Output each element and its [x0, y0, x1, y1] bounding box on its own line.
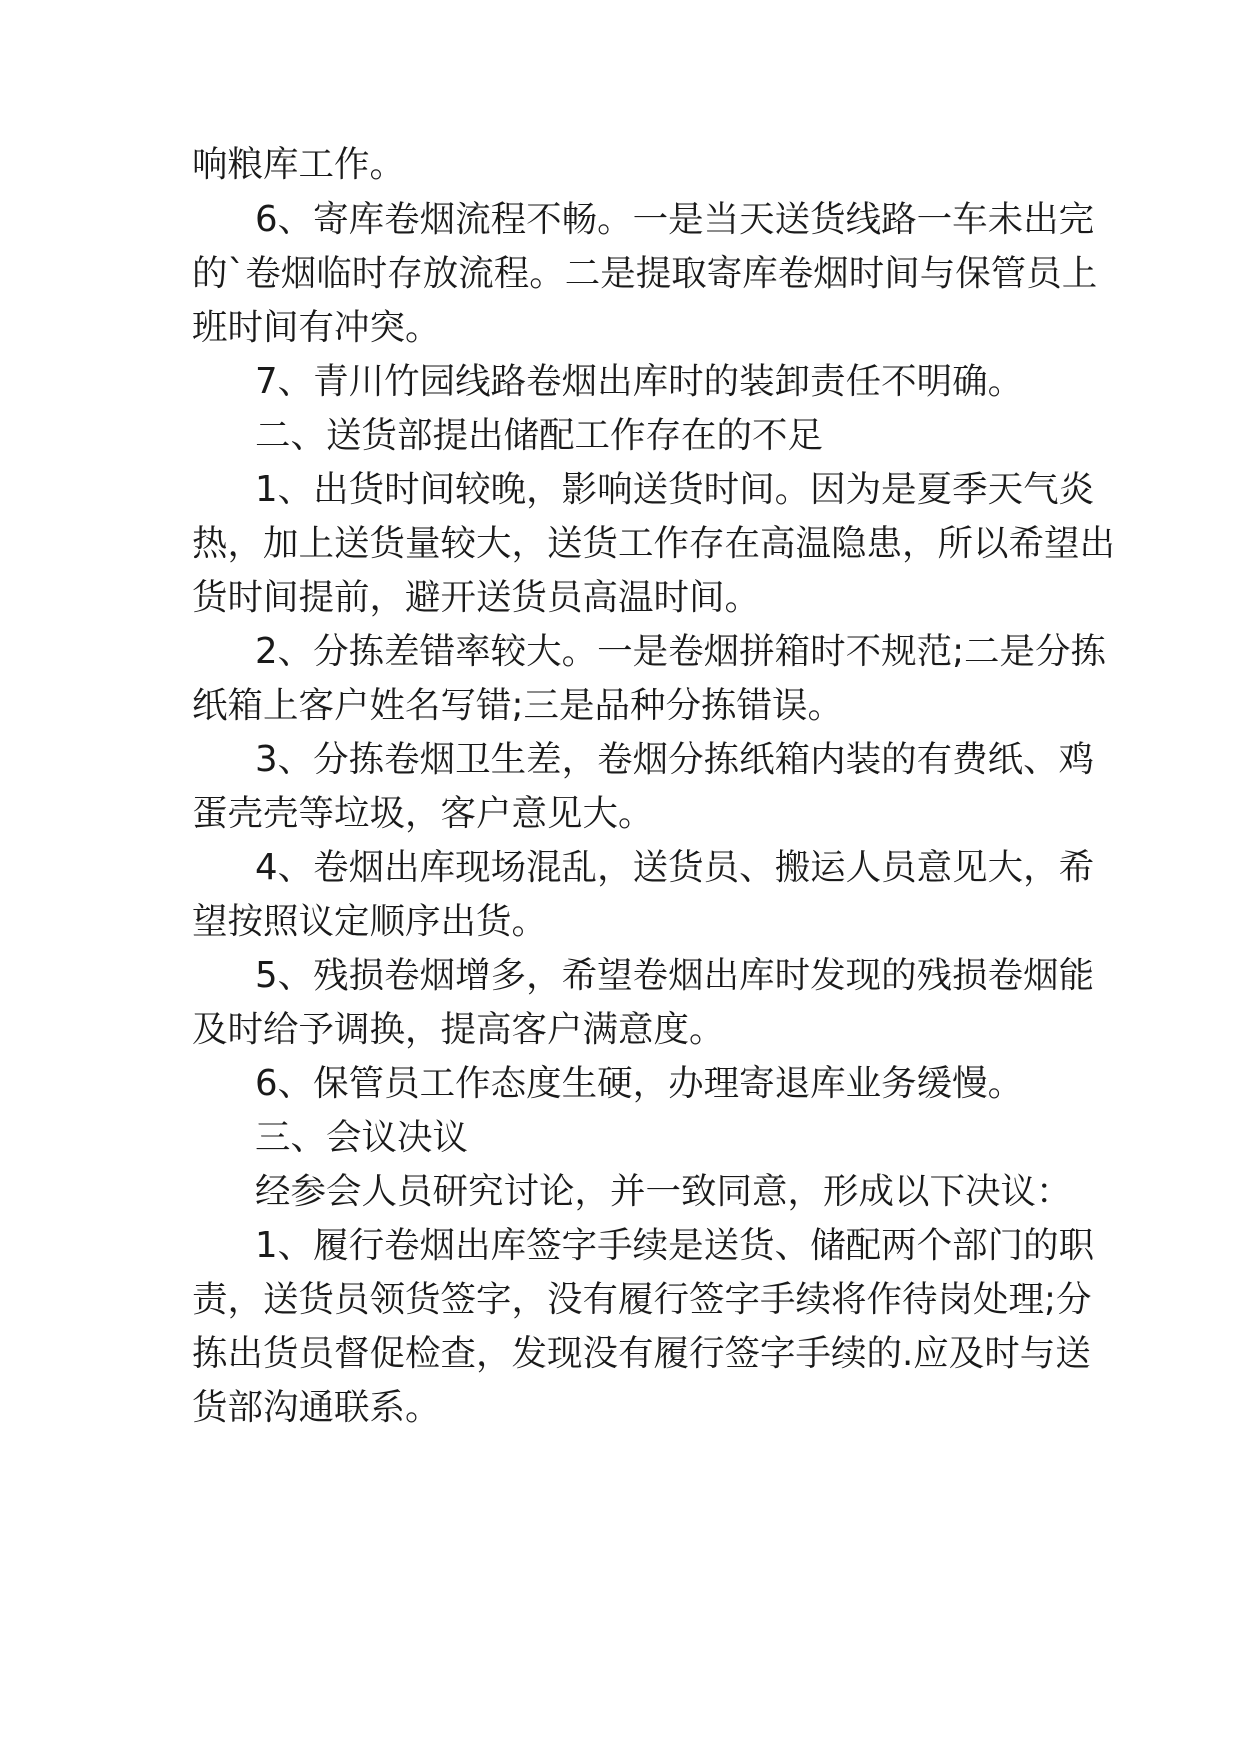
text-line: 3、分拣卷烟卫生差，卷烟分拣纸箱内装的有费纸、鸡	[255, 739, 1095, 780]
text-line: 的`卷烟临时存放流程。二是提取寄库卷烟时间与保管员上	[192, 253, 1098, 294]
text-line: 货部沟通联系。	[192, 1387, 441, 1428]
text-line: 经参会人员研究讨论，并一致同意，形成以下决议：	[255, 1171, 1072, 1212]
text-line: 货时间提前，避开送货员高温时间。	[192, 577, 761, 618]
text-line: 1、履行卷烟出库签字手续是送货、储配两个部门的职	[255, 1225, 1095, 1266]
text-line: 班时间有冲突。	[192, 307, 441, 348]
text-line: 纸箱上客户姓名写错;三是品种分拣错误。	[192, 685, 843, 726]
text-line: 1、出货时间较晚，影响送货时间。因为是夏季天气炎	[255, 469, 1095, 510]
section-heading: 三、会议决议	[255, 1117, 469, 1158]
text-line: 7、青川竹园线路卷烟出库时的装卸责任不明确。	[255, 361, 1024, 402]
text-line: 望按照议定顺序出货。	[192, 901, 548, 942]
text-line: 6、保管员工作态度生硬，办理寄退库业务缓慢。	[255, 1063, 1024, 1104]
text-line: 及时给予调换，提高客户满意度。	[192, 1009, 725, 1050]
text-line: 6、寄库卷烟流程不畅。一是当天送货线路一车未出完	[255, 199, 1095, 240]
text-line: 4、卷烟出库现场混乱，送货员、搬运人员意见大，希	[255, 847, 1095, 888]
text-line: 响粮库工作。	[192, 144, 406, 185]
text-line: 责，送货员领货签字，没有履行签字手续将作待岗处理;分	[192, 1279, 1092, 1320]
text-line: 热，加上送货量较大，送货工作存在高温隐患，所以希望出	[192, 523, 1116, 564]
text-line: 拣出货员督促检查，发现没有履行签字手续的.应及时与送	[192, 1333, 1091, 1374]
section-heading: 二、送货部提出储配工作存在的不足	[255, 415, 824, 456]
text-line: 5、残损卷烟增多，希望卷烟出库时发现的残损卷烟能	[255, 955, 1095, 996]
text-line: 2、分拣差错率较大。一是卷烟拼箱时不规范;二是分拣	[255, 631, 1107, 672]
text-line: 蛋壳壳等垃圾，客户意见大。	[192, 793, 654, 834]
